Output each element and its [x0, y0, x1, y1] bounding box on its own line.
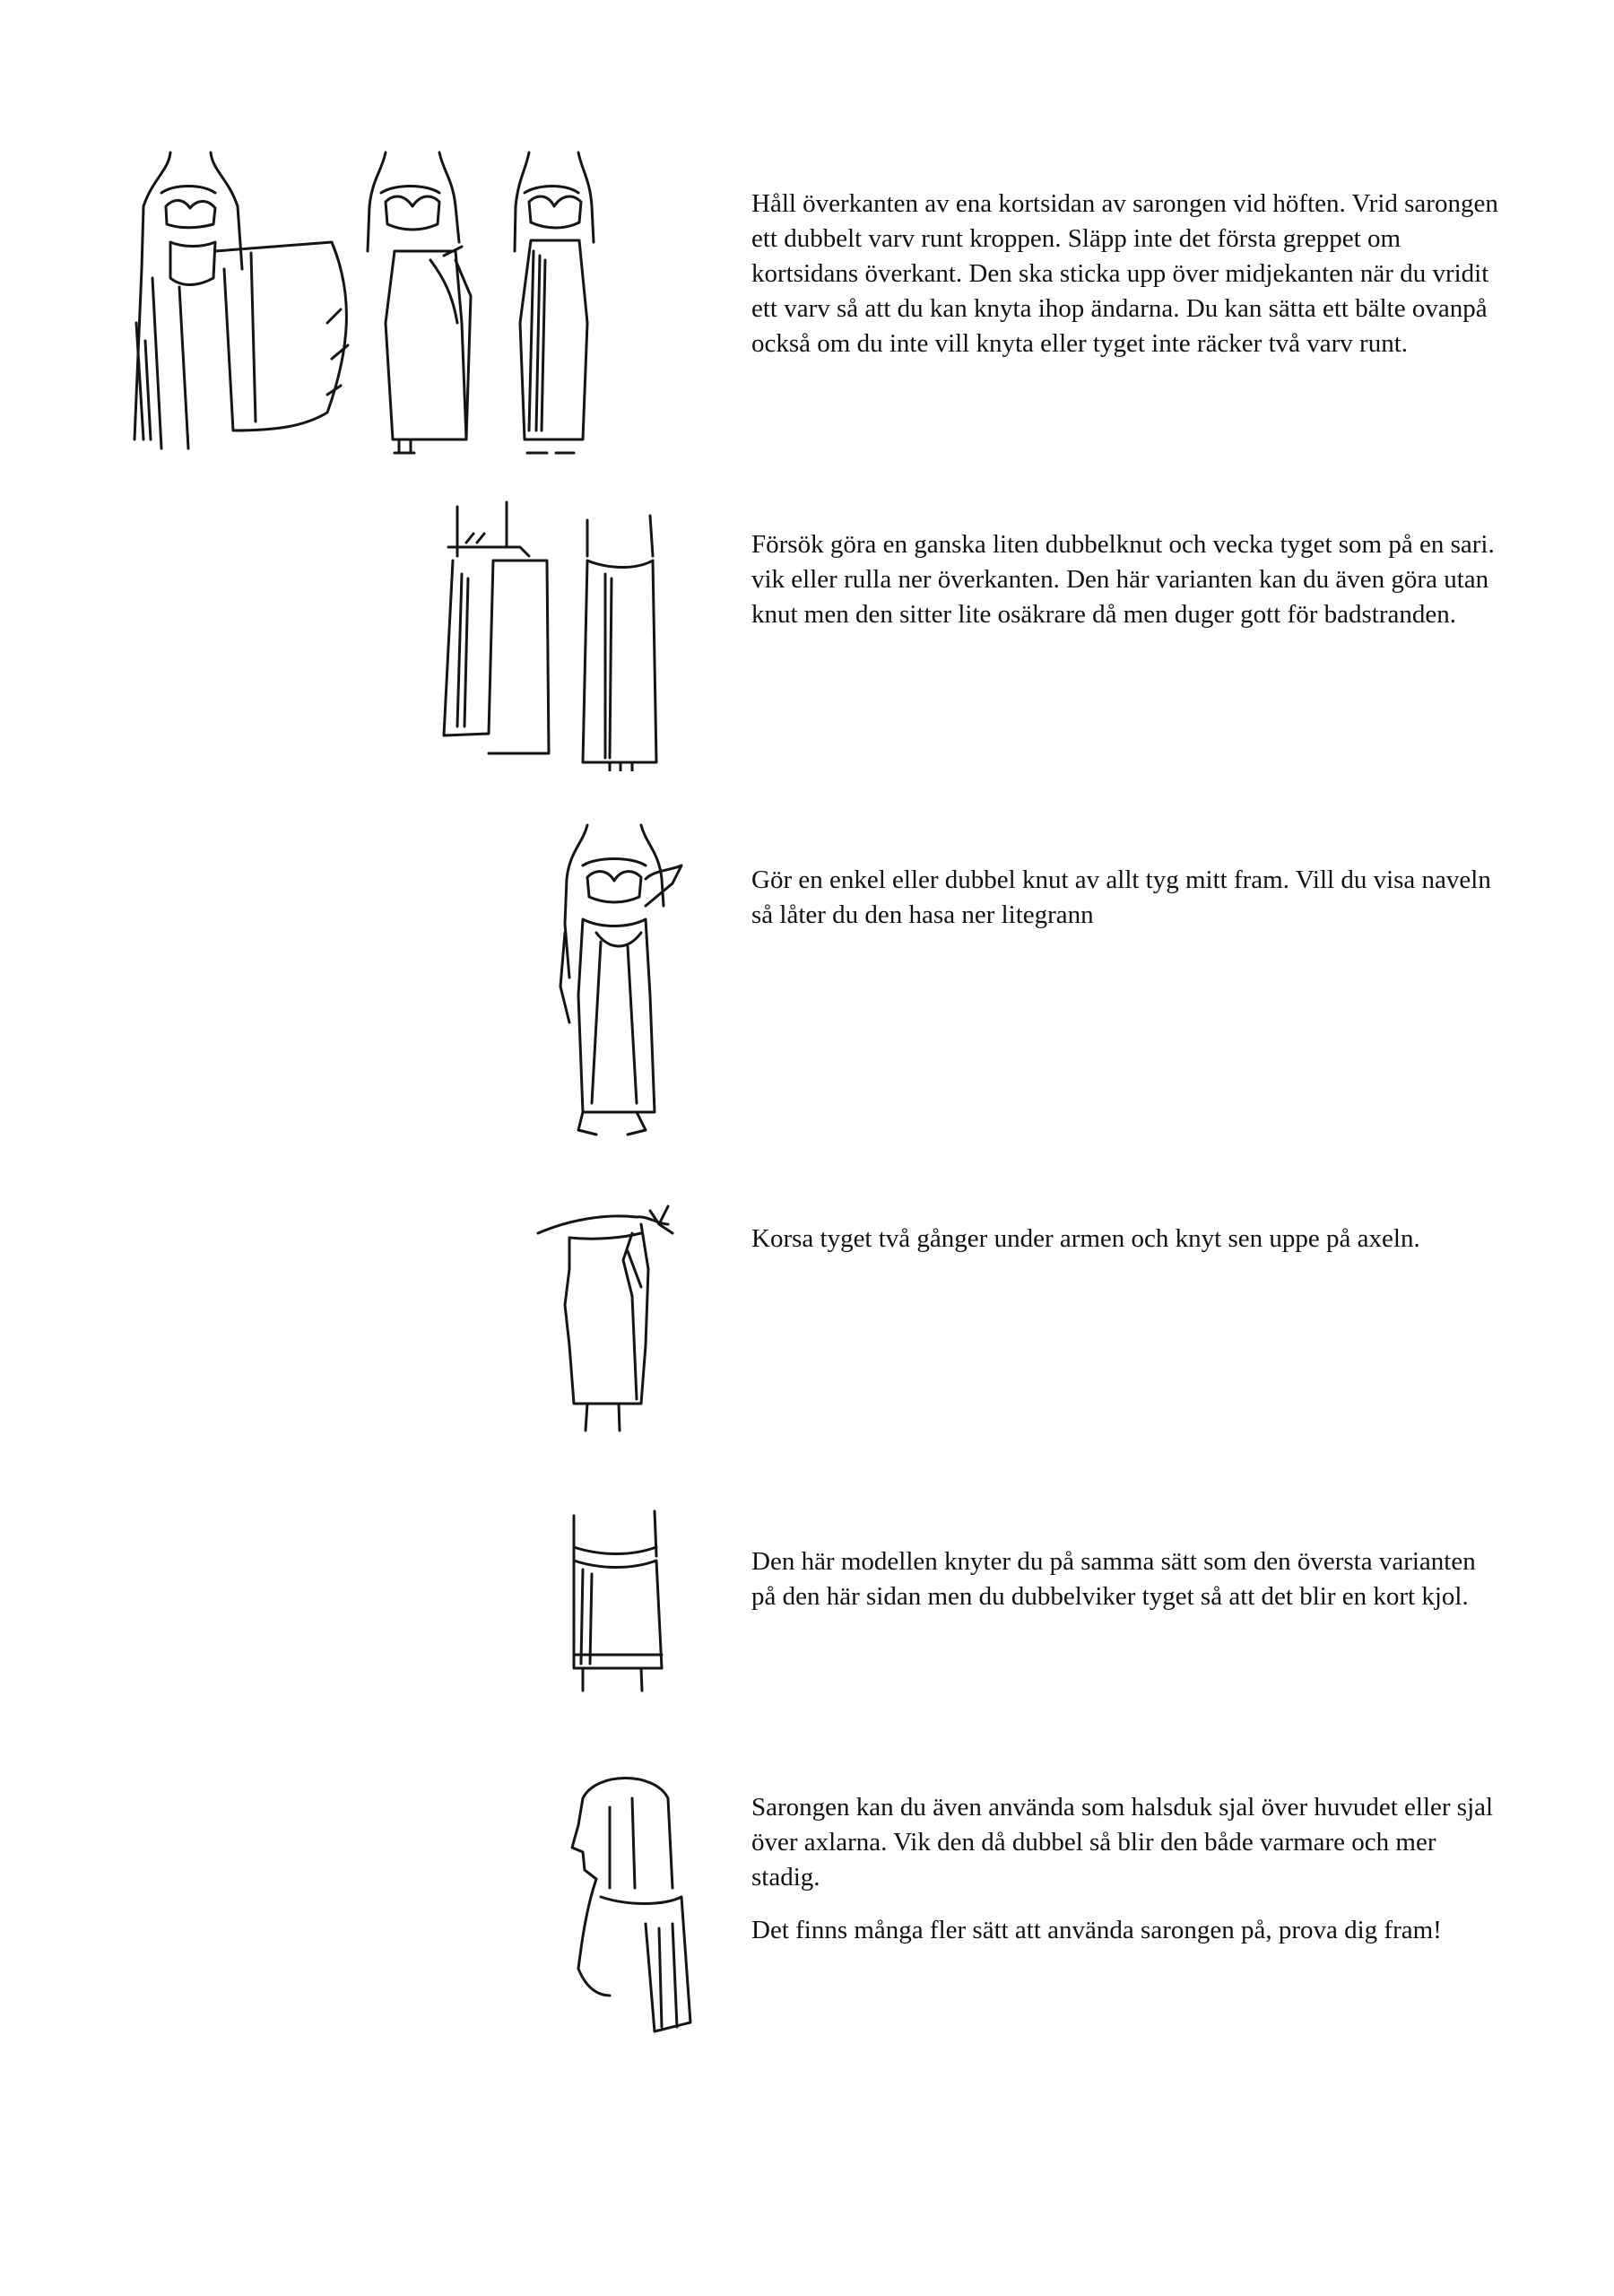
instruction-paragraph: Försök göra en ganska liten dubbelknut och vecka tyget som på en sari. vik eller rulla ner överkanten. Den här varianten kan du även göra utan knut men den sitter lite osäkrare då men duger gott för badstranden.: [751, 530, 1495, 629]
instruction-text-4: [751, 1222, 1505, 1257]
instruction-paragraph: Gör en enkel eller dubbel knut av allt tyg mitt fram. Vill du visa naveln så låter du den hasa ner litegrann: [751, 865, 1491, 929]
instruction-text-1: [751, 187, 1505, 361]
sarong-front-knot-icon: [547, 816, 708, 1157]
sarong-small-knot-pleat-icon: [421, 493, 690, 771]
instruction-text-6: [751, 1790, 1505, 1948]
instruction-paragraph: Den här modellen knyter du på samma sätt som den översta varianten på den här sidan men du dubbelviker tyget så att det blir en kort kjol.: [751, 1547, 1476, 1611]
sarong-scarf-icon: [547, 1771, 699, 2040]
instruction-text-5: [751, 1544, 1505, 1614]
instruction-text-2: [751, 527, 1505, 632]
instruction-paragraph: Korsa tyget två gånger under armen och knyt sen uppe på axeln.: [751, 1224, 1420, 1253]
instruction-paragraph: Sarongen kan du även använda som halsduk sjal över huvudet eller sjal över axlarna. Vik den då dubbel så blir den både varmare och mer stadig.: [751, 1793, 1494, 1892]
sarong-shoulder-dress-icon: [534, 1197, 695, 1439]
instruction-paragraph: Håll överkanten av ena kortsidan av sarongen vid höften. Vrid sarongen ett dubbelt varv runt kroppen. Släpp inte det första greppet om kortsidans överkant. Den ska sticka upp över midjekanten när du vridit ett varv så att du kan knyta ihop ändarna. Du kan sätta ett bälte ovanpå också om du inte vill knyta eller tyget inte räcker två varv runt.: [751, 189, 1498, 358]
sarong-wrap-twice-around-body-icon: [126, 144, 699, 466]
closing-paragraph: Det finns många fler sätt att använda sarongen på, prova dig fram!: [751, 1916, 1442, 1944]
sarong-short-skirt-icon: [556, 1507, 681, 1695]
instruction-text-3: [751, 863, 1505, 933]
